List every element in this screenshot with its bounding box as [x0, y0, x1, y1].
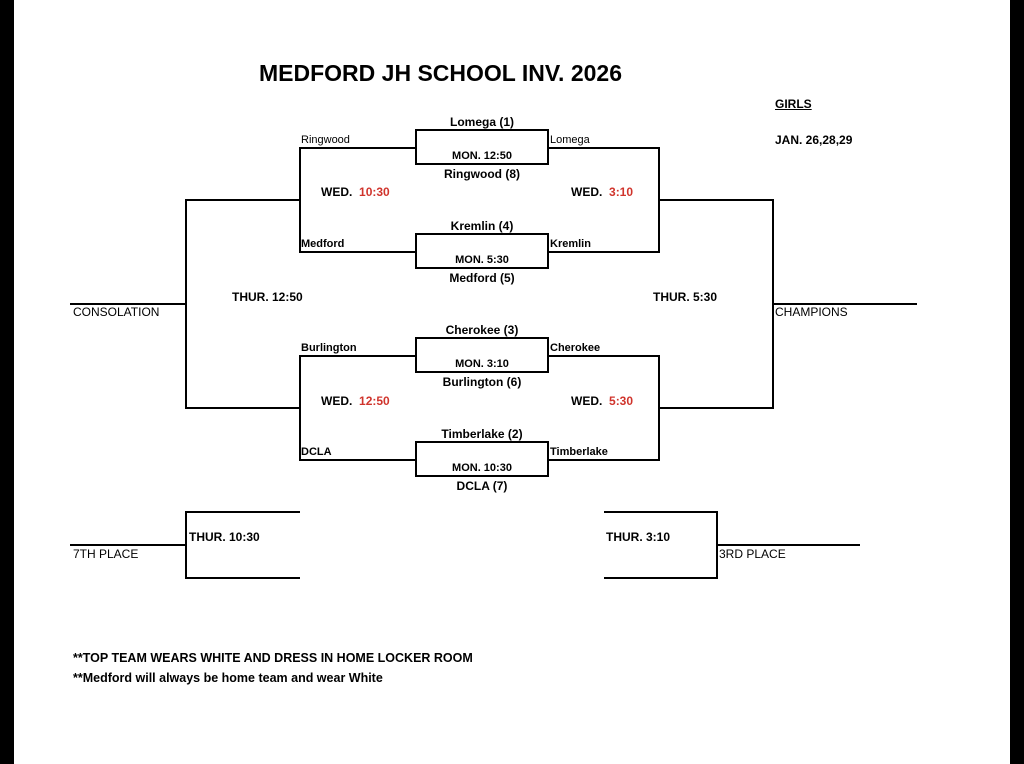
bracket-line	[186, 407, 300, 409]
bracket-line	[300, 147, 416, 149]
semi-time: WED. 10:30	[321, 185, 390, 199]
division-label: GIRLS	[775, 97, 812, 111]
semi-time: WED. 5:30	[571, 394, 634, 408]
seed-team: Medford (5)	[449, 271, 515, 285]
final-time: THUR. 5:30	[653, 290, 718, 304]
seed-team: Cherokee (3)	[445, 323, 519, 337]
team-slot: Medford	[301, 238, 345, 250]
bracket-line	[300, 251, 416, 253]
champions-label: CHAMPIONS	[775, 305, 848, 319]
team-slot: Kremlin	[550, 238, 591, 250]
note: **Medford will always be home team and wear White	[73, 671, 383, 685]
bracket-line	[186, 511, 300, 513]
seed-team: Ringwood (8)	[444, 167, 520, 181]
third-time: THUR. 3:10	[606, 530, 671, 544]
consolation-label: CONSOLATION	[73, 305, 160, 319]
seed-team: Burlington (6)	[442, 375, 522, 389]
bracket-line	[604, 577, 718, 579]
note: **TOP TEAM WEARS WHITE AND DRESS IN HOME LOCKER ROOM	[73, 651, 473, 665]
bracket-line	[548, 147, 660, 149]
third-label: 3RD PLACE	[719, 547, 786, 561]
bracket-line	[186, 199, 300, 201]
bracket-line	[70, 544, 186, 546]
bracket-line	[300, 459, 416, 461]
game-time: MON. 3:10	[455, 358, 509, 370]
team-slot: Cherokee	[550, 342, 601, 354]
seed-team: DCLA (7)	[456, 479, 508, 493]
seventh-label: 7TH PLACE	[73, 547, 139, 561]
dates-label: JAN. 26,28,29	[775, 133, 853, 147]
semi-time: WED. 3:10	[571, 185, 634, 199]
bracket-line	[548, 251, 660, 253]
bracket-line	[604, 511, 718, 513]
team-slot: Lomega	[550, 134, 590, 146]
final-time: THUR. 12:50	[232, 290, 303, 304]
team-slot: Timberlake	[550, 446, 608, 458]
bracket-line	[659, 407, 774, 409]
game-time: MON. 10:30	[452, 462, 512, 474]
seventh-time: THUR. 10:30	[189, 530, 260, 544]
semi-time: WED. 12:50	[321, 394, 390, 408]
seed-team: Lomega (1)	[449, 115, 514, 129]
team-slot: Ringwood	[301, 134, 350, 146]
bracket-line	[548, 459, 660, 461]
game-time: MON. 5:30	[455, 254, 509, 266]
team-slot: DCLA	[301, 446, 332, 458]
seed-team: Timberlake (2)	[441, 427, 523, 441]
bracket-line	[186, 577, 300, 579]
game-time: MON. 12:50	[452, 150, 512, 162]
page-title: MEDFORD JH SCHOOL INV. 2026	[259, 60, 622, 86]
bracket-line	[548, 355, 660, 357]
team-slot: Burlington	[301, 342, 357, 354]
bracket-line	[659, 199, 774, 201]
bracket-line	[300, 355, 416, 357]
bracket-line	[717, 544, 860, 546]
seed-team: Kremlin (4)	[450, 219, 514, 233]
